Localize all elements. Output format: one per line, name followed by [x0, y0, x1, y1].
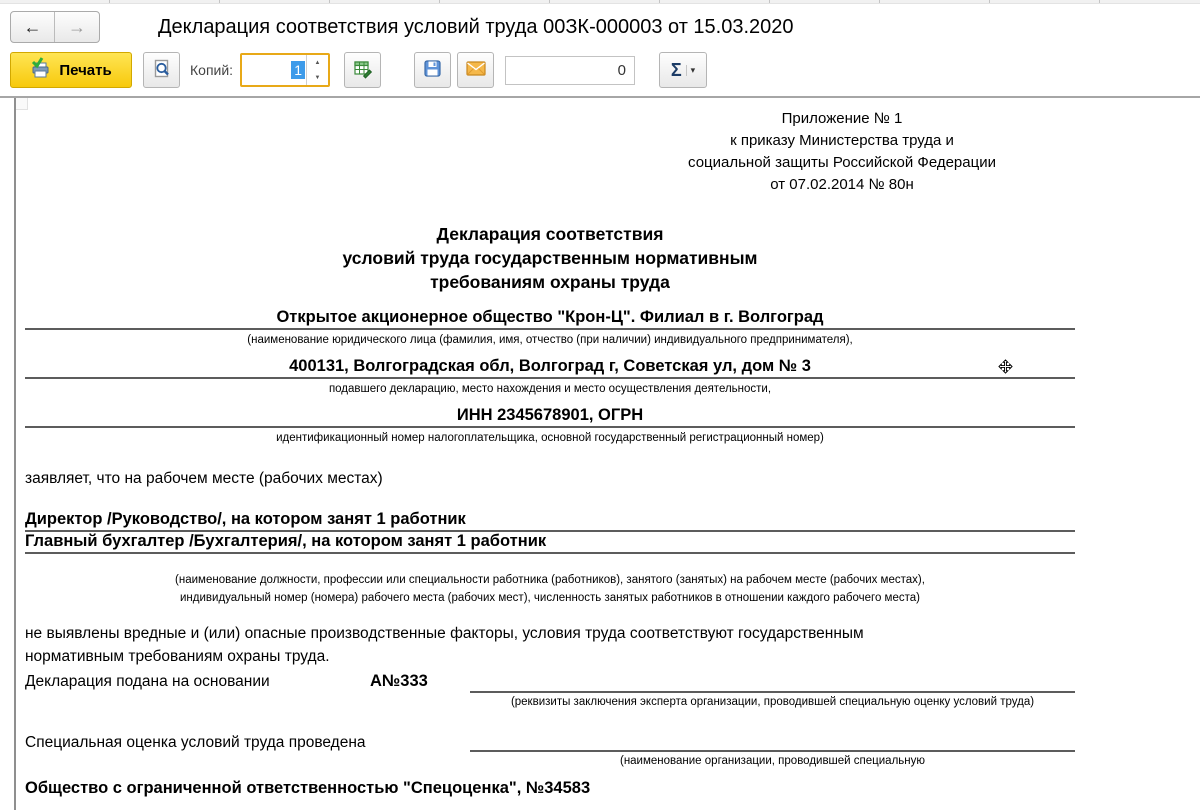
annex-line: от 07.02.2014 № 80н: [770, 176, 914, 193]
move-cursor-icon: [998, 359, 1013, 379]
basis-hint: (реквизиты заключения эксперта организации, проводившей специальную оценку условий труда): [510, 696, 1035, 708]
spreadsheet-document-area[interactable]: [0, 98, 1200, 810]
annex-header-block: [627, 108, 1057, 196]
toolbar: [0, 50, 1200, 96]
back-arrow-icon: ←: [23, 16, 42, 37]
back-button[interactable]: [11, 12, 55, 42]
declaration-document: [25, 98, 1075, 798]
workplace-row: Главный бухгалтер /Бухгалтерия/, на котором занят 1 работник: [25, 532, 1075, 554]
sout-underline: [470, 750, 1075, 752]
copies-value: 1: [291, 61, 305, 79]
inn-ogrn-hint: идентификационный номер налогоплательщика, основной государственный регистрационный номер): [276, 432, 824, 444]
workplace-row: Директор /Руководство/, на котором занят 1 работник: [25, 510, 1075, 532]
titlebar: [0, 4, 1200, 50]
basis-underline: [470, 691, 1075, 693]
edit-table-button[interactable]: [344, 52, 381, 88]
save-button[interactable]: [414, 52, 451, 88]
floppy-disk-icon: [423, 59, 442, 81]
organization-name: Открытое акционерное общество "Крон-Ц". Филиал в г. Волгоград: [25, 308, 1075, 330]
envelope-icon: [466, 61, 486, 79]
sout-organization-name: Общество с ограниченной ответственностью "Спецоценка", №34583: [25, 779, 591, 797]
declares-statement: заявляет, что на рабочем месте (рабочих местах): [25, 470, 383, 487]
copies-spin-buttons: [306, 55, 328, 85]
conformity-statement-line: нормативным требованиям охраны труда.: [25, 648, 330, 665]
organization-address: 400131, Волгоградская обл, Волгоград г, Советская ул, дом № 3: [25, 357, 1075, 379]
annex-line: Приложение № 1: [781, 110, 903, 127]
spin-down-icon[interactable]: ▼: [314, 74, 321, 81]
sum-field[interactable]: [505, 56, 635, 85]
print-preview-button[interactable]: [143, 52, 180, 88]
sout-label: Специальная оценка условий труда проведена: [25, 734, 366, 751]
conformity-statement: [25, 622, 1075, 668]
copies-label: Копий:: [190, 62, 234, 78]
document-title-line: Декларация соответствия: [436, 224, 664, 244]
preview-magnifier-icon: [152, 59, 172, 82]
print-button[interactable]: [10, 52, 132, 88]
conformity-statement-line: не выявлены вредные и (или) опасные производственные факторы, условия труда соответствуют государственным: [25, 625, 864, 642]
grid-corner-cell: [14, 98, 28, 110]
workplaces-hint-line: (наименование должности, профессии или специальности работника (работников), занятого (занятых) на рабочем месте (рабочих местах),: [175, 574, 925, 586]
print-button-label: Печать: [59, 61, 112, 79]
document-title-line: условий труда государственным нормативным: [342, 248, 758, 268]
autosum-button[interactable]: [659, 52, 707, 88]
basis-value: А№333: [370, 672, 428, 690]
workplaces-hint-line: индивидуальный номер (номера) рабочего места (рабочих мест), численность занятых работников в отношении каждого рабочего места): [180, 592, 920, 604]
sum-value: 0: [617, 62, 626, 79]
annex-line: социальной защиты Российской Федерации: [688, 154, 996, 171]
printer-check-icon: [30, 57, 52, 83]
send-email-button[interactable]: [457, 52, 494, 88]
nav-button-group: [10, 11, 100, 43]
forward-arrow-icon: →: [68, 16, 86, 37]
chevron-down-icon[interactable]: ▾: [686, 65, 696, 76]
copies-stepper[interactable]: [240, 53, 330, 87]
basis-label: Декларация подана на основании: [25, 673, 270, 690]
spin-up-icon[interactable]: ▲: [314, 59, 321, 66]
page-left-border: [14, 98, 16, 810]
sout-hint: (наименование организации, проводившей специальную: [619, 755, 926, 767]
forward-button[interactable]: [55, 12, 99, 42]
organization-address-hint: подавшего декларацию, место нахождения и место осуществления деятельности,: [328, 383, 772, 395]
document-title: [25, 222, 1075, 294]
organization-name-hint: (наименование юридического лица (фамилия, имя, отчество (при наличии) индивидуального предпринимателя),: [247, 334, 853, 346]
page-title: Декларация соответствия условий труда 00ЗК-000003 от 15.03.2020: [158, 15, 794, 38]
copies-input[interactable]: [242, 55, 306, 85]
inn-ogrn-value: ИНН 2345678901, ОГРН: [25, 406, 1075, 428]
table-pencil-icon: [353, 59, 373, 82]
annex-line: к приказу Министерства труда и: [730, 132, 954, 149]
document-title-line: требованиям охраны труда: [430, 272, 670, 292]
sigma-icon: Σ: [670, 59, 682, 80]
